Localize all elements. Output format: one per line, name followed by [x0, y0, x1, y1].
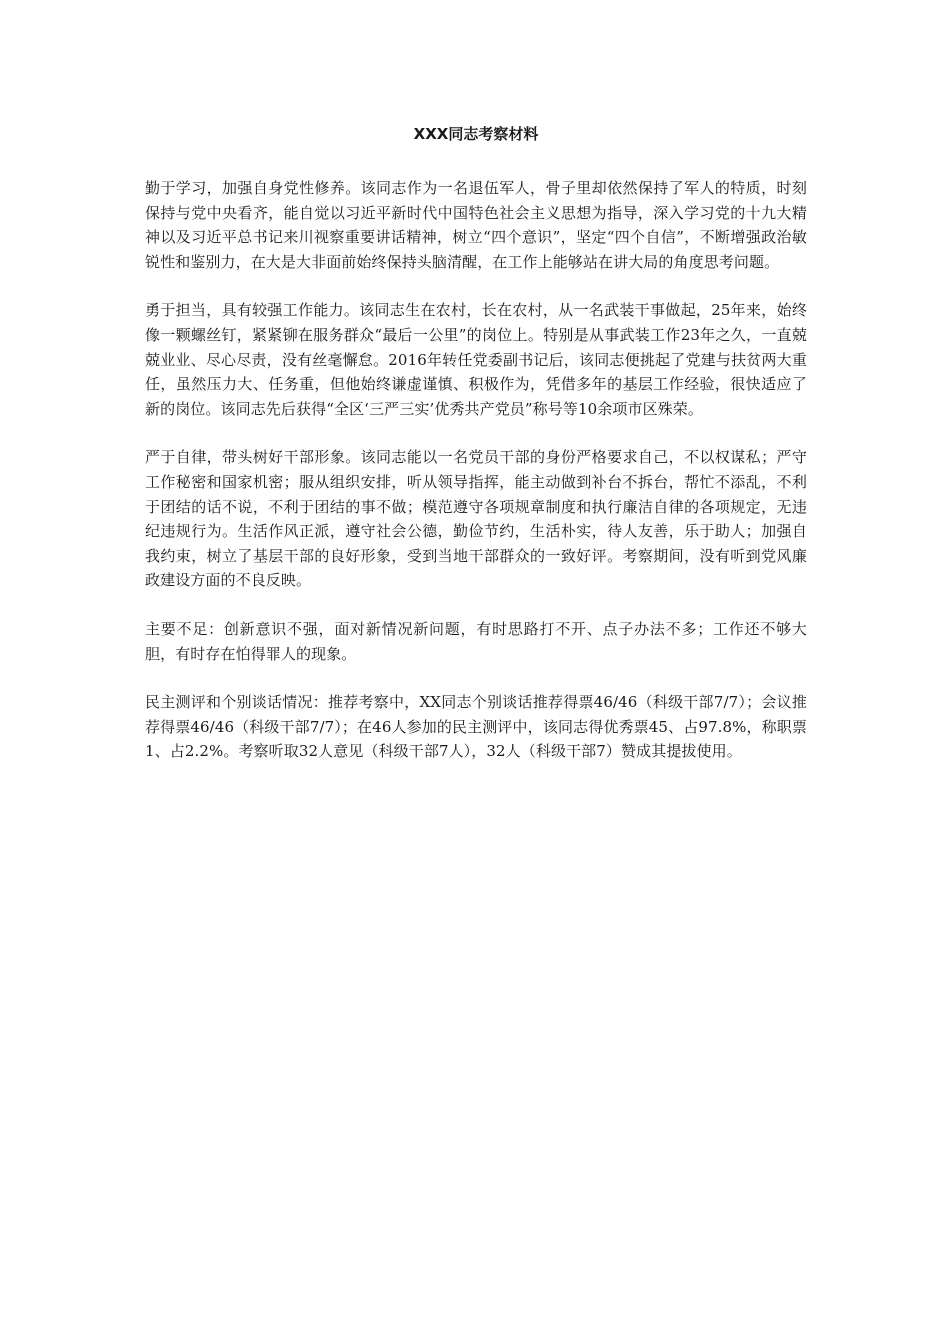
paragraph-study: 勤于学习，加强自身党性修养。该同志作为一名退伍军人，骨子里却依然保持了军人的特质，时刻保持与党中央看齐，能自觉以习近平新时代中国特色社会主义思想为指导，深入学习党的十九大精神以及习近平总书记来川视察重要讲话精神，树立“四个意识”，坚定“四个自信”，不断增强政治敏锐性和鉴别力，在大是大非面前始终保持头脑清醒，在工作上能够站在讲大局的角度思考问题。 — [145, 179, 807, 271]
document-title: XXX同志考察材料 — [413, 125, 539, 143]
paragraph-shortcomings: 主要不足：创新意识不强，面对新情况新问题，有时思路打不开、点子办法不多；工作还不够大胆，有时存在怕得罪人的现象。 — [145, 619, 807, 663]
document-body — [145, 122, 807, 788]
paragraph-self-discipline: 严于自律，带头树好干部形象。该同志能以一名党员干部的身份严格要求自己，不以权谋私；严守工作秘密和国家机密；服从组织安排，听从领导指挥，能主动做到补台不拆台，帮忙不添乱，不利于团结的话不说，不利于团结的事不做；模范遵守各项规章制度和执行廉洁自律的各项规定，无违纪违规行为。生活作风正派，遵守社会公德，勤俭节约，生活朴实，待人友善，乐于助人；加强自我约束，树立了基层干部的良好形象，受到当地干部群众的一致好评。考察期间，没有听到党风廉政建设方面的不良反映。 — [145, 448, 807, 590]
paragraph-responsibility: 勇于担当，具有较强工作能力。该同志生在农村，长在农村，从一名武装干事做起，25年来，始终像一颗螺丝钉，紧紧铆在服务群众“最后一公里”的岗位上。特别是从事武装工作23年之久，一直兢兢业业、尽心尽责，没有丝毫懈怠。2016年转任党委副书记后，该同志便挑起了党建与扶贫两大重任，虽然压力大、任务重，但他始终谦虚谨慎、积极作为，凭借多年的基层工作经验，很快适应了新的岗位。该同志先后获得“全区‘三严三实’优秀共产党员”称号等10余项市区殊荣。 — [145, 301, 807, 418]
paragraph-evaluation: 民主测评和个别谈话情况：推荐考察中，XX同志个别谈话推荐得票46/46（科级干部7/7）；会议推荐得票46/46（科级干部7/7）；在46人参加的民主测评中，该同志得优秀票45、占97.8%，称职票1、占2.2%。考察听取32人意见（科级干部7人），32人（科级干部7）赞成其提拔使用。 — [145, 693, 807, 761]
